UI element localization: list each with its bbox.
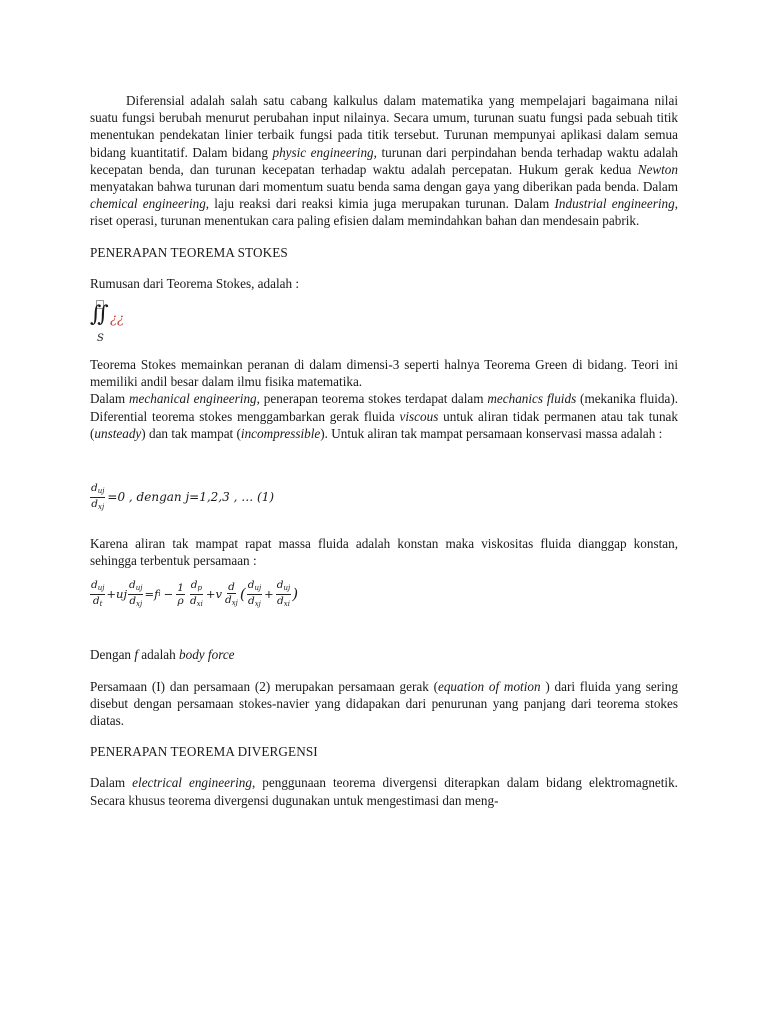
stokes-paragraph-5 xyxy=(90,678,678,730)
text: Dalam xyxy=(90,391,130,407)
sub: t xyxy=(99,600,103,609)
text: Dalam xyxy=(90,775,133,791)
intro-text-3: menyatakan bahwa turunan dari momentum suatu benda sama dengan gaya yang diberikan pada benda. Dalam xyxy=(90,179,678,195)
intro-text-1: Diferensial adalah salah satu cabang kalkulus dalam matematika yang mempelajari bagaimana nilai suatu fungsi berubah menurut perubahan input nilainya. Secara umum, turunan suatu fungsi pada sebuah titik menentukan pendekatan linier terbaik fungsi pada titik tersebut. Turunan mempunyai aplikasi dalam semua bidang kuantitatif. Dalam bidang xyxy=(90,93,678,160)
intro-text-4: , laju reaksi dari reaksi kimia juga merupakan turunan. Dalam xyxy=(205,196,555,212)
sub: p xyxy=(197,584,202,593)
d: d xyxy=(91,498,99,511)
text: ) dan tak mampat ( xyxy=(141,425,241,441)
sub: uj xyxy=(254,584,262,593)
double-integral-symbol: ∬ xyxy=(90,302,103,328)
text: Persamaan (I) dan persamaan (2) merupakan persamaan gerak ( xyxy=(90,678,438,694)
term: +v xyxy=(205,587,222,602)
divergensi-paragraph-1 xyxy=(90,774,678,808)
italic-viscous: viscous xyxy=(399,408,439,424)
stokes-paragraph-2 xyxy=(90,390,678,442)
paren: ( xyxy=(239,585,246,604)
sub: xj xyxy=(254,600,261,609)
d: d xyxy=(190,579,198,592)
denominator xyxy=(92,595,104,610)
fraction xyxy=(189,579,204,610)
italic-mechanical: mechanical engineering xyxy=(129,391,257,407)
document-page xyxy=(90,92,678,809)
denominator: ρ xyxy=(177,595,184,608)
numerator xyxy=(190,579,203,595)
italic-unsteady: unsteady xyxy=(94,425,142,441)
text: , penggunaan teorema divergensi diterapkan dalam bidang elektromagnetik. Secara khusus teorema divergensi dugunakan untuk mengestimasi dan meng- xyxy=(90,775,678,808)
text: ) dari fluida yang sering disebut dengan persamaan stokes-navier yang didapakan dari penurunan yang panjang dari teorema stokes diatas. xyxy=(90,678,678,729)
sub: uj xyxy=(97,487,105,496)
denominator xyxy=(224,594,239,609)
sub: xj xyxy=(231,598,238,607)
denominator xyxy=(90,498,105,513)
sub: uj xyxy=(135,584,143,593)
text: (mekanika fluida). Diferential teorema stokes menggambarkan gerak fluida xyxy=(90,391,679,424)
d: d xyxy=(129,595,137,608)
paren: ) xyxy=(292,585,299,604)
term: − xyxy=(163,587,174,602)
equation-1 xyxy=(90,482,678,513)
sub: xj xyxy=(136,600,143,609)
italic-f: f xyxy=(134,647,138,663)
term: + xyxy=(264,587,274,602)
stokes-paragraph-1: Teorema Stokes memainkan peranan di dalam dimensi-3 seperti halnya Teorema Green di bidang. Teori ini memiliki andil besar dalam ilmu fisika matematika. xyxy=(90,357,678,390)
italic-body-force: body force xyxy=(179,647,235,663)
numerator xyxy=(90,482,105,498)
d: d xyxy=(225,593,232,606)
d: d xyxy=(248,595,255,608)
text: Dengan xyxy=(90,647,135,663)
term: =f xyxy=(144,587,159,602)
fraction xyxy=(90,482,105,513)
denominator xyxy=(276,595,291,610)
intro-italic-newton: Newton xyxy=(637,161,678,177)
fraction xyxy=(176,582,185,607)
numerator xyxy=(276,579,291,595)
heading-stokes: PENERAPAN TEOREMA STOKES xyxy=(90,244,288,260)
d: d xyxy=(247,579,255,592)
sub: xi xyxy=(196,600,203,609)
fraction xyxy=(128,579,143,610)
fraction xyxy=(224,581,239,609)
text: ). Untuk aliran tak mampat persamaan konservasi massa adalah : xyxy=(320,425,663,441)
stokes-paragraph-3: Karena aliran tak mampat rapat massa fluida adalah konstan maka viskositas fluida dianggap konstan, sehingga terbentuk persamaan : xyxy=(90,536,678,569)
d: d xyxy=(91,579,98,592)
italic-mechanics-fluids: mechanics fluids xyxy=(487,391,577,407)
intro-italic-chemical: chemical engineering xyxy=(90,196,206,212)
stokes-integral-formula xyxy=(90,300,678,346)
italic-equation-of-motion: equation of motion xyxy=(437,678,541,694)
d: d xyxy=(92,595,100,608)
text: untuk aliran tidak permanen atau tak tunak ( xyxy=(90,408,678,441)
integral-subscript: S xyxy=(97,333,104,345)
italic-incompressible: incompressible xyxy=(240,425,321,441)
fraction xyxy=(247,579,262,610)
numerator xyxy=(128,579,143,595)
intro-text-2: , turunan dari perpindahan benda terhadap waktu adalah kecepatan benda, dan turunan kecepatan terhadap waktu adalah percepatan. Hukum gerak kedua xyxy=(90,144,678,177)
sub: uj xyxy=(283,584,291,593)
stokes-paragraph-4 xyxy=(90,646,678,663)
numerator: 1 xyxy=(177,582,184,595)
term: +uj xyxy=(106,587,128,602)
text: adalah xyxy=(137,647,179,663)
integral-error-text: ¿¿ xyxy=(110,312,124,328)
d: d xyxy=(91,482,98,495)
d: d xyxy=(276,579,284,592)
numerator xyxy=(247,579,262,595)
intro-italic-industrial: Industrial engineering xyxy=(554,196,675,212)
denominator xyxy=(247,595,262,610)
sub: xi xyxy=(283,600,290,609)
sub: uj xyxy=(97,584,105,593)
d: d xyxy=(189,595,197,608)
intro-paragraph xyxy=(90,92,678,230)
intro-italic-physic: physic engineering xyxy=(272,144,374,160)
sub: i xyxy=(158,590,161,599)
numerator: d xyxy=(228,580,235,593)
intro-text-5: , riset operasi, turunan menentukan cara paling efisien dalam memindahkan bahan dan mendesain pabrik. xyxy=(90,196,678,229)
italic-electrical: electrical engineering xyxy=(132,775,252,791)
heading-divergensi: PENERAPAN TEOREMA DIVERGENSI xyxy=(90,744,318,760)
d: d xyxy=(277,595,284,608)
equation-2 xyxy=(90,579,678,610)
denominator xyxy=(128,595,143,610)
text: , penerapan teorema stokes terdapat dalam xyxy=(256,391,488,407)
denominator xyxy=(189,595,204,610)
stokes-formula-intro: Rumusan dari Teorema Stokes, adalah : xyxy=(90,275,300,291)
sub: xj xyxy=(98,503,105,512)
fraction xyxy=(276,579,291,610)
d: d xyxy=(129,579,136,592)
equation-1-rest: =0 , dengan j=1,2,3 , … (1) xyxy=(107,489,275,504)
fraction xyxy=(90,579,105,610)
numerator xyxy=(90,579,105,595)
